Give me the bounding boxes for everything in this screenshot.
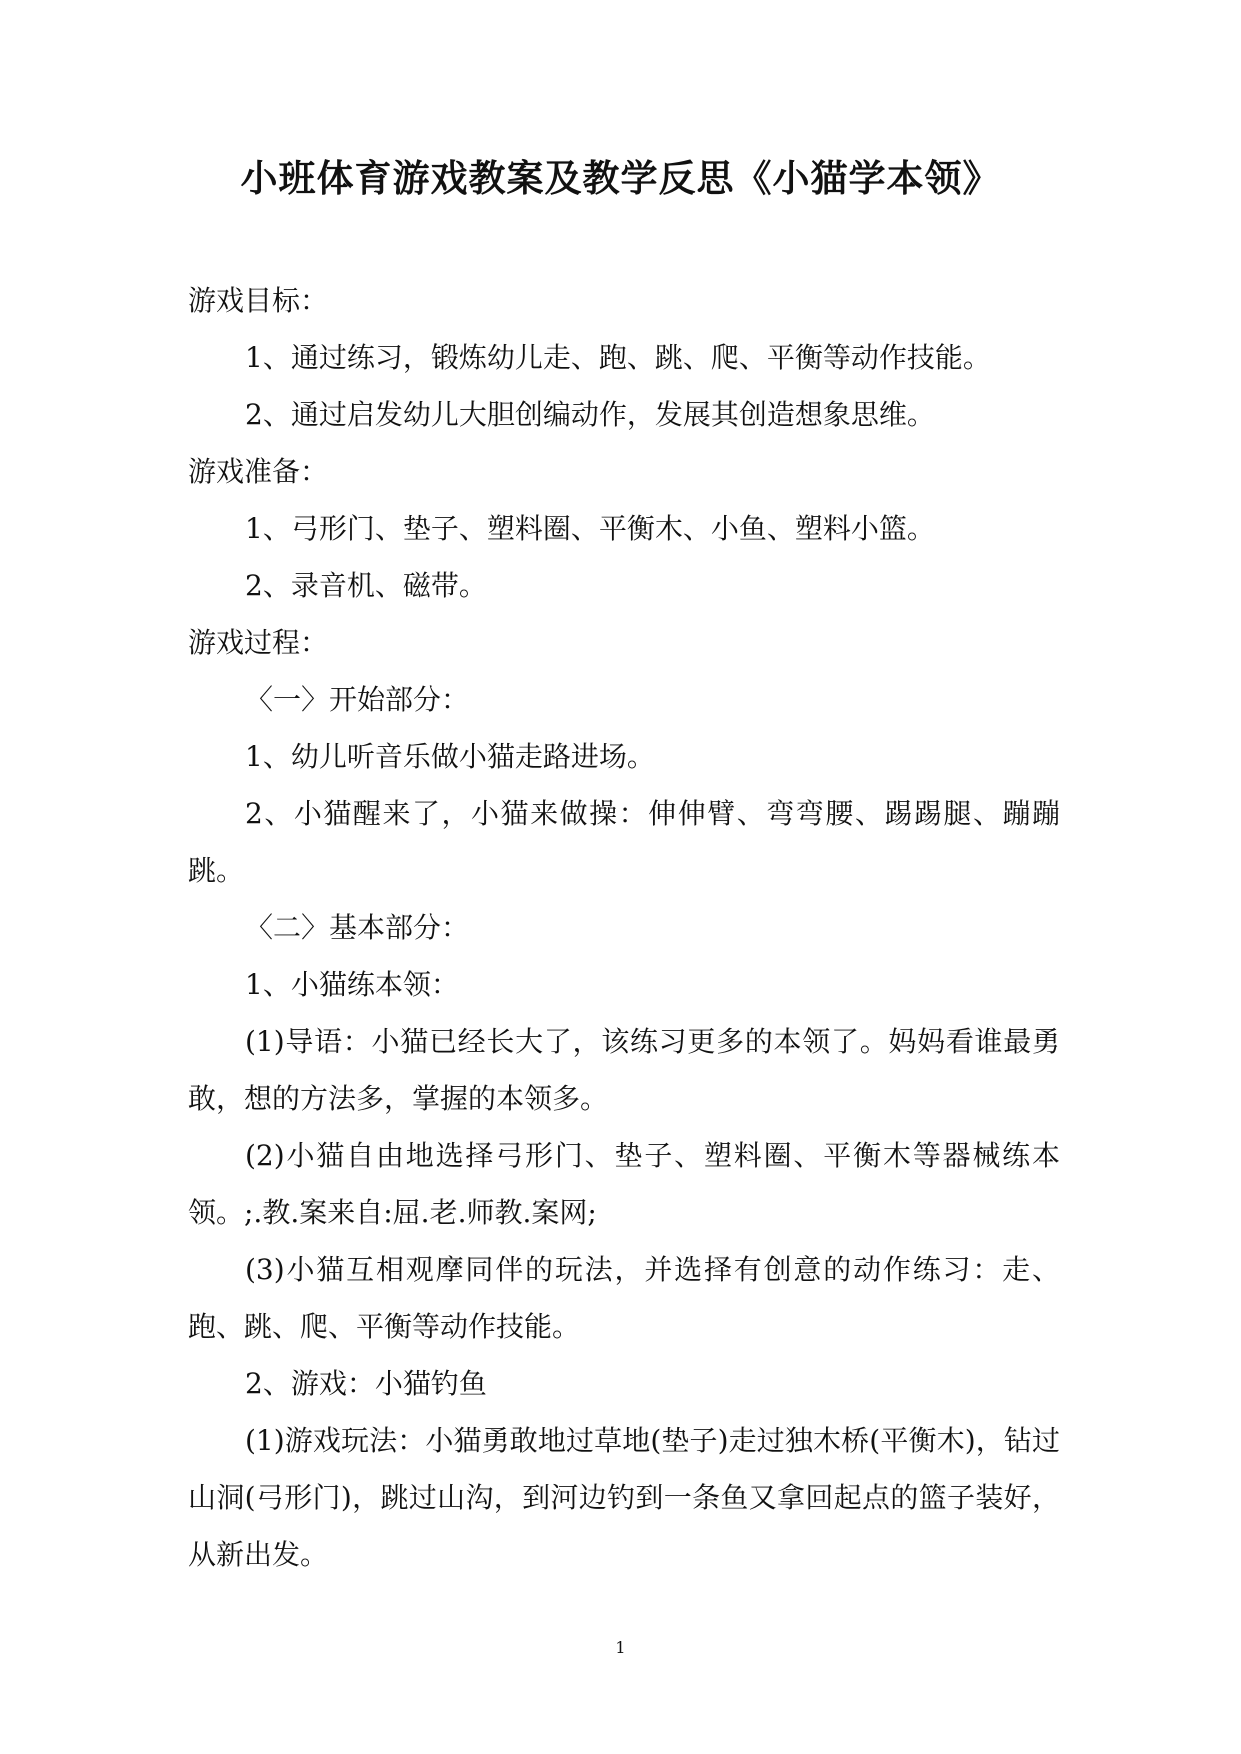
paragraph: 2、小猫醒来了，小猫来做操：伸伸臂、弯弯腰、踢踢腿、蹦蹦跳。 — [188, 797, 1060, 887]
document-body — [188, 272, 1060, 1583]
paragraph-process-heading: 游戏过程： — [188, 626, 329, 659]
paragraph: 2、通过启发幼儿大胆创编动作，发展其创造想象思维。 — [245, 398, 935, 431]
document-title: 小班体育游戏教案及教学反思《小猫学本领》 — [240, 156, 1001, 200]
paragraph: (1)导语：小猫已经长大了，该练习更多的本领了。妈妈看谁最勇敢，想的方法多，掌握的本领多。 — [188, 1025, 1060, 1115]
paragraph-section-basic: 〈二〉基本部分： — [245, 911, 470, 944]
paragraph: 2、游戏：小猫钓鱼 — [245, 1367, 487, 1400]
paragraph-goals-heading: 游戏目标： — [188, 284, 329, 317]
paragraph-preparation-heading: 游戏准备： — [188, 455, 329, 488]
paragraph-section-start: 〈一〉开始部分： — [245, 683, 470, 716]
paragraph: 1、小猫练本领： — [245, 968, 459, 1001]
paragraph: 1、弓形门、垫子、塑料圈、平衡木、小鱼、塑料小篮。 — [245, 512, 935, 545]
page-number: 1 — [615, 1638, 626, 1657]
paragraph: 1、幼儿听音乐做小猫走路进场。 — [245, 740, 655, 773]
paragraph: (2)小猫自由地选择弓形门、垫子、塑料圈、平衡木等器械练本领。;.教.案来自:屈.老.师教.案网; — [188, 1139, 1060, 1229]
paragraph: (1)游戏玩法：小猫勇敢地过草地(垫子)走过独木桥(平衡木)，钻过山洞(弓形门)，跳过山沟，到河边钓到一条鱼又拿回起点的篮子装好，从新出发。 — [188, 1424, 1060, 1571]
paragraph: (3)小猫互相观摩同伴的玩法，并选择有创意的动作练习：走、跑、跳、爬、平衡等动作技能。 — [188, 1253, 1060, 1343]
paragraph: 2、录音机、磁带。 — [245, 569, 487, 602]
paragraph: 1、通过练习，锻炼幼儿走、跑、跳、爬、平衡等动作技能。 — [245, 341, 991, 374]
